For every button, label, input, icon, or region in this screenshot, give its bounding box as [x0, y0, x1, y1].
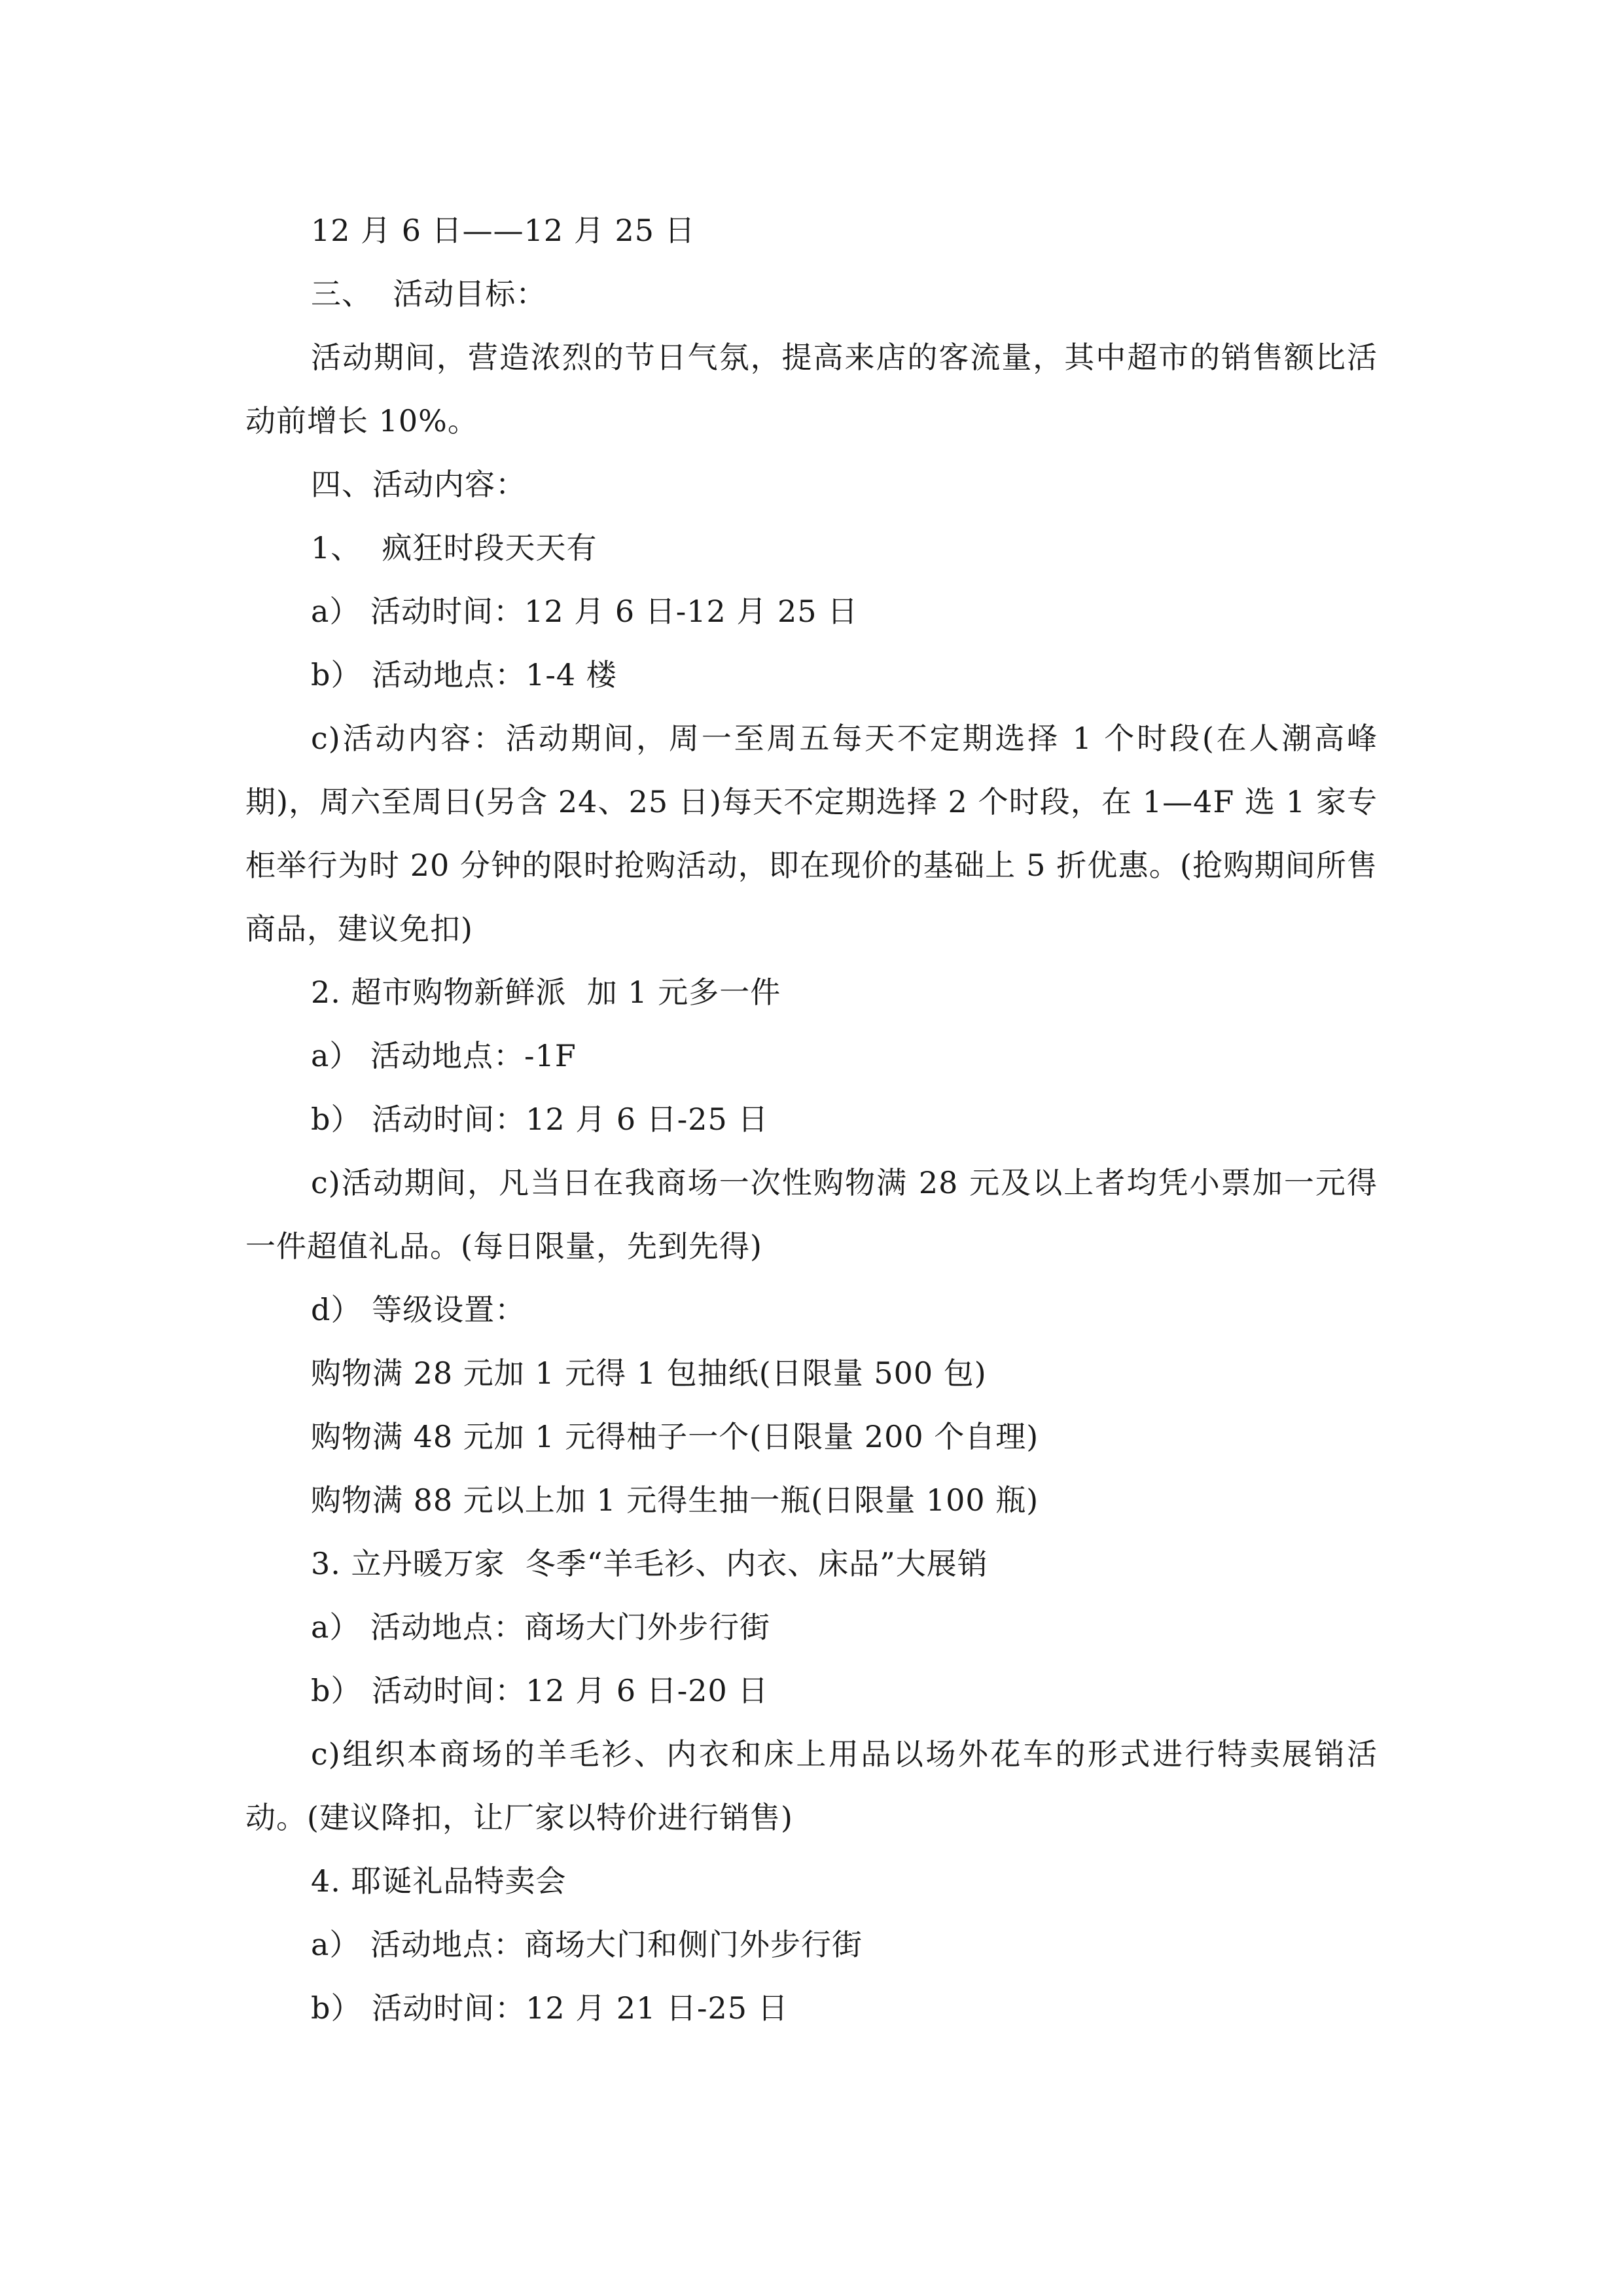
level-line-3: 购物满 88 元以上加 1 元得生抽一瓶(日限量 100 瓶)	[311, 1482, 1039, 1518]
item-2-location: a） 活动地点：-1F	[311, 1038, 577, 1073]
level-line-2: 购物满 48 元加 1 元得柚子一个(日限量 200 个自理)	[311, 1419, 1039, 1454]
item-3-content: c)组织本商场的羊毛衫、内衣和床上用品以场外花车的形式进行特卖展销活动。(建议降扣，让厂家以特价进行销售)	[245, 1736, 1378, 1835]
item-heading-4: 4. 耶诞礼品特卖会	[311, 1863, 567, 1899]
item-heading-1: 1、 疯狂时段天天有	[311, 530, 597, 565]
date-range-line: 12 月 6 日——12 月 25 日	[311, 213, 696, 248]
paragraph-goals: 活动期间，营造浓烈的节日气氛，提高来店的客流量，其中超市的销售额比活动前增长 10%。	[245, 340, 1378, 439]
item-2-levels-heading: d） 等级设置：	[311, 1292, 526, 1327]
item-2-time: b） 活动时间：12 月 6 日-25 日	[311, 1102, 769, 1137]
item-2-content: c)活动期间，凡当日在我商场一次性购物满 28 元及以上者均凭小票加一元得一件超值礼品。(每日限量，先到先得)	[245, 1165, 1378, 1264]
item-1-location: b） 活动地点：1-4 楼	[311, 657, 617, 692]
item-3-location: a） 活动地点：商场大门外步行街	[311, 1609, 771, 1645]
item-4-time: b） 活动时间：12 月 21 日-25 日	[311, 1990, 789, 2026]
item-4-location: a） 活动地点：商场大门和侧门外步行街	[311, 1927, 863, 1962]
level-line-1: 购物满 28 元加 1 元得 1 包抽纸(日限量 500 包)	[311, 1355, 987, 1391]
document-body	[245, 199, 1378, 2040]
item-heading-3: 3. 立丹暖万家 冬季“羊毛衫、内衣、床品”大展销	[311, 1546, 988, 1581]
item-3-time: b） 活动时间：12 月 6 日-20 日	[311, 1673, 769, 1708]
item-heading-2: 2. 超市购物新鲜派 加 1 元多一件	[311, 975, 781, 1010]
section-heading-goals: 三、 活动目标：	[311, 276, 547, 312]
item-1-time: a） 活动时间：12 月 6 日-12 月 25 日	[311, 594, 859, 629]
section-heading-content: 四、活动内容：	[311, 467, 526, 502]
item-1-content: c)活动内容：活动期间，周一至周五每天不定期选择 1 个时段(在人潮高峰期)，周六至周日(另含 24、25 日)每天不定期选择 2 个时段，在 1—4F 选 1 家专柜举行为时 20 分钟的限时抢购活动，即在现价的基础上 5 折优惠。(抢购期间所售商品，建议免扣)	[245, 721, 1378, 946]
